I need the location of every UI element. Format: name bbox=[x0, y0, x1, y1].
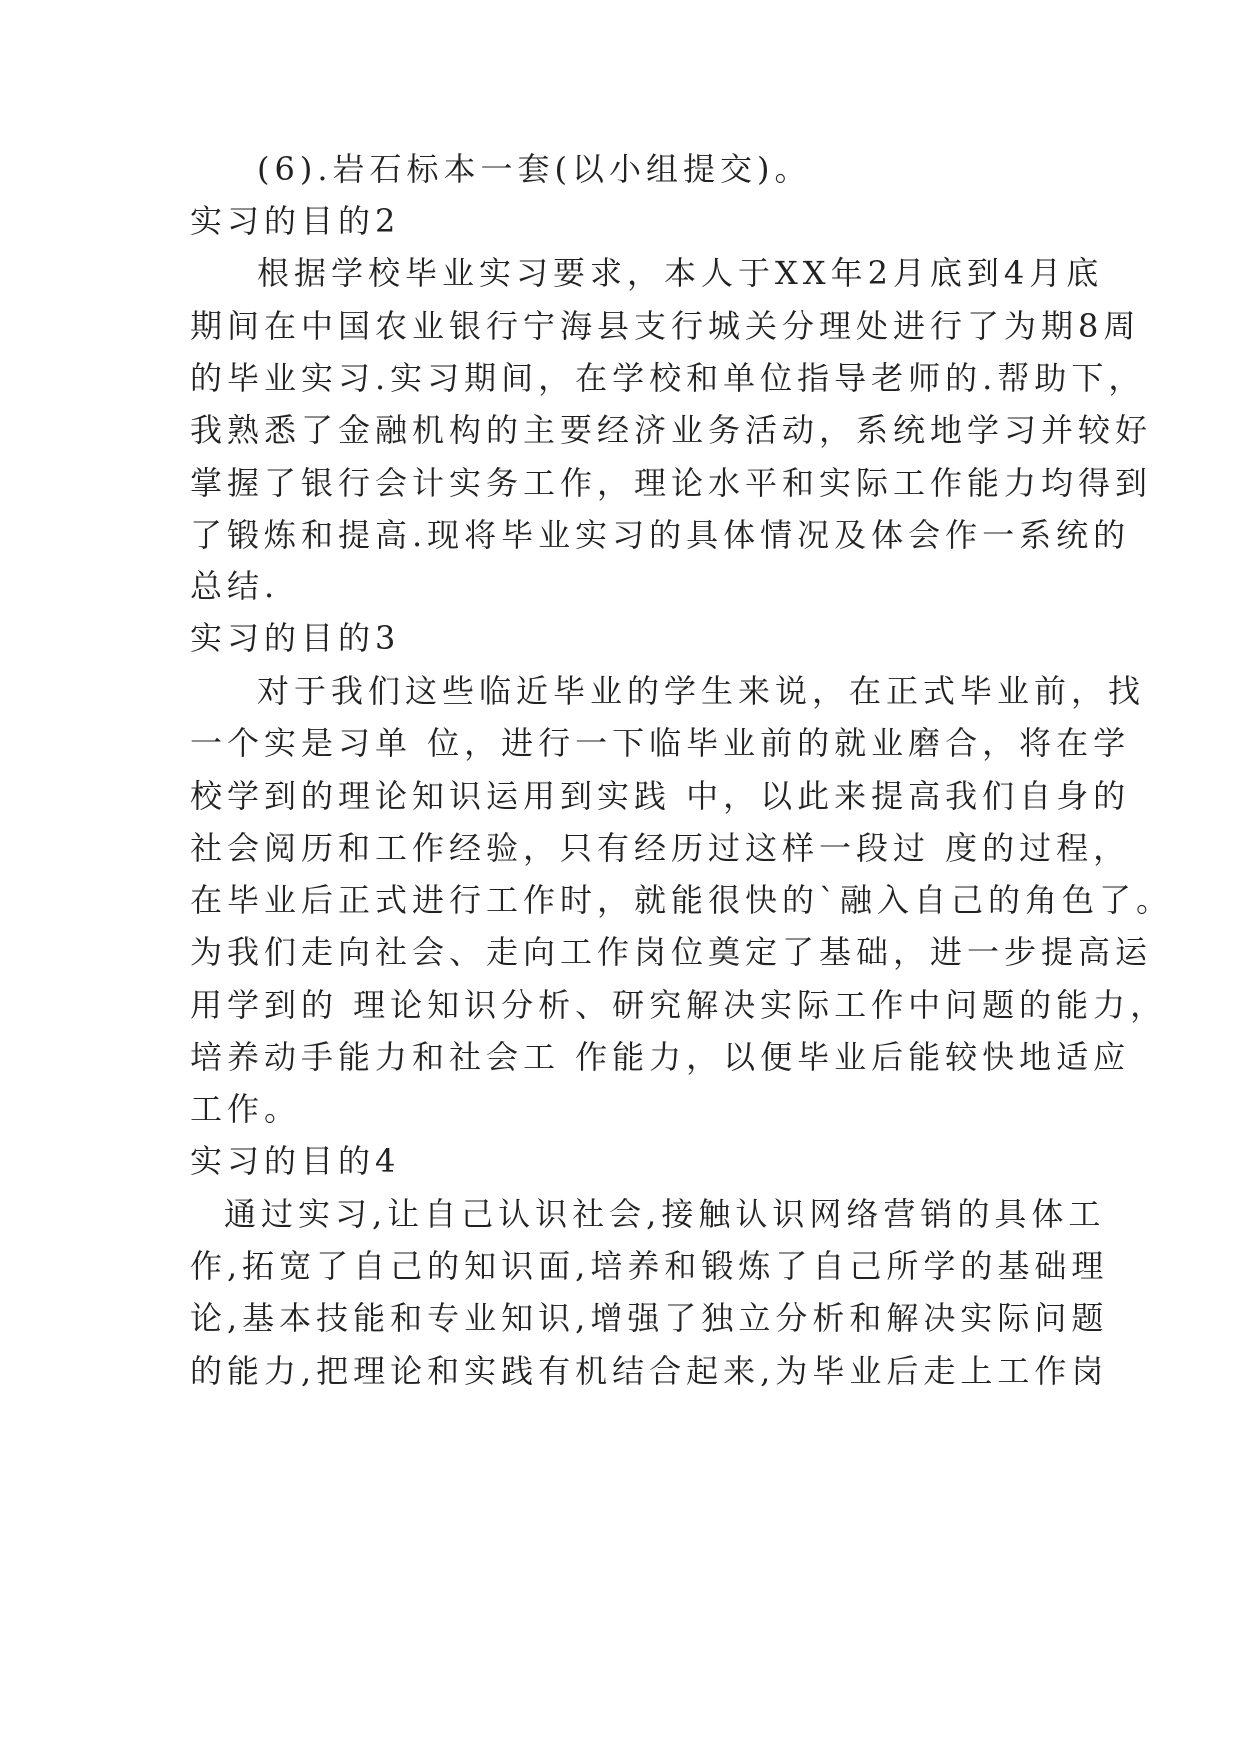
text-line: 我熟悉了金融机构的主要经济业务活动，系统地学习并较好 bbox=[190, 411, 1153, 449]
section-heading: 实习的目的2 bbox=[190, 202, 401, 240]
text-line: 作,拓宽了自己的知识面,培养和锻炼了自己所学的基础理 bbox=[190, 1247, 1109, 1285]
text-line: 的毕业实习.实习期间，在学校和单位指导老师的.帮助下， bbox=[190, 359, 1146, 397]
text-line: 通过实习,让自己认识社会,接触认识网络营销的具体工 bbox=[224, 1195, 1106, 1233]
text-line: 为我们走向社会、走向工作岗位奠定了基础，进一步提高运 bbox=[190, 933, 1153, 971]
text-line: 掌握了银行会计实务工作，理论水平和实际工作能力均得到 bbox=[190, 464, 1153, 502]
text-line: 在毕业后正式进行工作时，就能很快的`融入自己的角色了。 bbox=[190, 881, 1174, 919]
text-line: 社会阅历和工作经验，只有经历过这样一段过 度的过程， bbox=[190, 829, 1131, 867]
text-line: 工作。 bbox=[190, 1090, 302, 1128]
text-line: 总结. bbox=[190, 567, 280, 605]
text-line: 对于我们这些临近毕业的学生来说，在正式毕业前，找 bbox=[257, 672, 1146, 710]
text-line: 培养动手能力和社会工 作能力，以便毕业后能较快地适应 bbox=[190, 1038, 1131, 1076]
text-line: 根据学校毕业实习要求，本人于XX年2月底到4月底 bbox=[257, 254, 1104, 292]
section-heading: 实习的目的3 bbox=[190, 619, 401, 657]
text-line: 用学到的 理论知识分析、研究解决实际工作中问题的能力， bbox=[190, 986, 1168, 1024]
text-line: 论,基本技能和专业知识,增强了独立分析和解决实际问题 bbox=[190, 1299, 1109, 1337]
text-line: 校学到的理论知识运用到实践 中，以此来提高我们自身的 bbox=[190, 777, 1131, 815]
text-line: 的能力,把理论和实践有机结合起来,为毕业后走上工作岗 bbox=[190, 1352, 1109, 1390]
text-line: (6).岩石标本一套(以小组提交)。 bbox=[257, 150, 812, 188]
text-line: 了锻炼和提高.现将毕业实习的具体情况及体会作一系统的 bbox=[190, 516, 1131, 554]
text-line: 一个实是习单 位，进行一下临毕业前的就业磨合，将在学 bbox=[190, 724, 1131, 762]
text-line: 期间在中国农业银行宁海县支行城关分理处进行了为期8周 bbox=[190, 307, 1141, 345]
section-heading: 实习的目的4 bbox=[190, 1142, 401, 1180]
